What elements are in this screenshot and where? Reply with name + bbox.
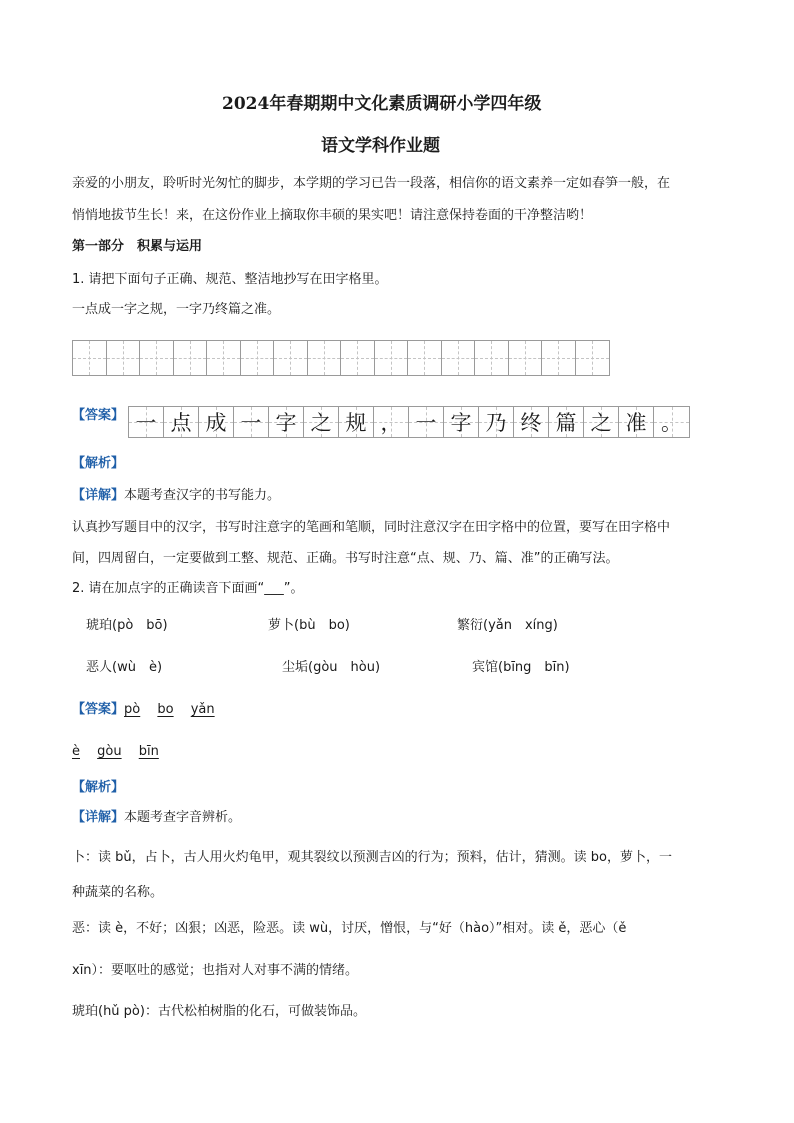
answer-char: 乃 bbox=[485, 411, 507, 435]
blank-writing-grid[interactable] bbox=[72, 340, 610, 376]
intro-line-1: 亲爱的小朋友，聆听时光匆忙的脚步，本学期的学习已告一段落，相信你的语文素养一定如春笋一般，在 bbox=[72, 176, 671, 191]
section-title: 第一部分 积累与运用 bbox=[72, 239, 203, 254]
answer-char: 。 bbox=[661, 411, 682, 435]
answer-char: 篇 bbox=[555, 411, 577, 435]
detail-row bbox=[72, 806, 241, 825]
intro-line-2: 悄悄地拔节生长！来，在这份作业上摘取你丰硕的果实吧！请注意保持卷面的干净整洁哟！ bbox=[72, 208, 593, 223]
answer-pinyin: bīn bbox=[138, 744, 159, 759]
analysis-label: 【解析】 bbox=[72, 780, 125, 795]
detail-label: 【详解】 bbox=[72, 488, 125, 503]
detail-label: 【详解】 bbox=[72, 810, 125, 825]
answer-char: 之 bbox=[310, 411, 332, 435]
answer-char: 规 bbox=[345, 411, 367, 435]
page-title: 2024年春期期中文化素质调研小学四年级 bbox=[222, 94, 542, 114]
explain-line-1: 认真抄写题目中的汉字，书写时注意字的笔画和笔顺，同时注意汉字在田字格中的位置，要写在田字格中 bbox=[72, 520, 671, 535]
answer-char: 字 bbox=[450, 411, 472, 435]
detail-row bbox=[72, 484, 280, 503]
answer-pinyin: yǎn bbox=[190, 702, 215, 717]
pinyin-option: 萝卜(bù bo) bbox=[268, 618, 350, 633]
explain-e-line-2: xīn）：要呕吐的感觉；也指对人对事不满的情绪。 bbox=[72, 963, 359, 978]
explain-e-line-1: 恶：读 è，不好；凶狠；凶恶，险恶。读 wù，讨厌，憎恨，与“好（hào）”相对。读 ě，恶心（ě bbox=[72, 921, 627, 936]
question-2-prompt: 2. 请在加点字的正确读音下面画“___”。 bbox=[72, 581, 304, 596]
question-1-prompt: 1. 请把下面句子正确、规范、整洁地抄写在田字格里。 bbox=[72, 272, 388, 287]
answer-label: 【答案】 bbox=[72, 702, 125, 717]
answer-pinyin: bo bbox=[157, 702, 174, 717]
pinyin-option: 尘垢(gòu hòu) bbox=[282, 660, 381, 675]
answer-char: 字 bbox=[275, 411, 297, 435]
answer-pinyin: è bbox=[72, 744, 80, 759]
pinyin-option: 恶人(wù è) bbox=[86, 660, 163, 675]
question-1-sentence: 一点成一字之规，一字乃终篇之准。 bbox=[72, 302, 281, 317]
pinyin-option: 宾馆(bīng bīn) bbox=[472, 660, 570, 675]
answer-char: 一 bbox=[415, 411, 437, 435]
explain-bu-line-2: 种蔬菜的名称。 bbox=[72, 885, 164, 900]
answer-char: 准 bbox=[625, 411, 647, 435]
pinyin-option: 琥珀(pò bō) bbox=[86, 618, 168, 633]
answer-pinyin: pò bbox=[124, 702, 141, 717]
answer-char: 一 bbox=[240, 411, 262, 435]
answer-char: 一 bbox=[135, 411, 157, 435]
answer-row-2 bbox=[72, 740, 159, 759]
answer-char: 点 bbox=[170, 411, 192, 435]
explain-line-2: 间，四周留白，一定要做到工整、规范、正确。书写时注意“点、规、乃、篇、准”的正确写法。 bbox=[72, 551, 619, 566]
detail-text: 本题考查汉字的书写能力。 bbox=[124, 488, 281, 503]
answer-char: ， bbox=[380, 411, 402, 435]
answer-char: 之 bbox=[590, 411, 612, 435]
explain-hupo-line: 琥珀(hǔ pò)：古代松柏树脂的化石，可做装饰品。 bbox=[72, 1004, 366, 1019]
answer-pinyin: gòu bbox=[97, 744, 122, 759]
pinyin-option: 繁衍(yǎn xíng) bbox=[457, 618, 558, 633]
answer-char: 成 bbox=[205, 411, 227, 435]
analysis-label: 【解析】 bbox=[72, 456, 125, 471]
answer-writing-grid bbox=[128, 406, 690, 438]
explain-bu-line-1: 卜：读 bǔ，占卜，古人用火灼龟甲，观其裂纹以预测吉凶的行为；预料，估计，猜测。读 bo，萝卜，一 bbox=[72, 850, 672, 865]
answer-row-1 bbox=[72, 698, 215, 717]
detail-text: 本题考查字音辨析。 bbox=[124, 810, 242, 825]
page-subtitle: 语文学科作业题 bbox=[321, 136, 440, 156]
answer-label: 【答案】 bbox=[72, 408, 125, 423]
answer-char: 终 bbox=[520, 411, 542, 435]
